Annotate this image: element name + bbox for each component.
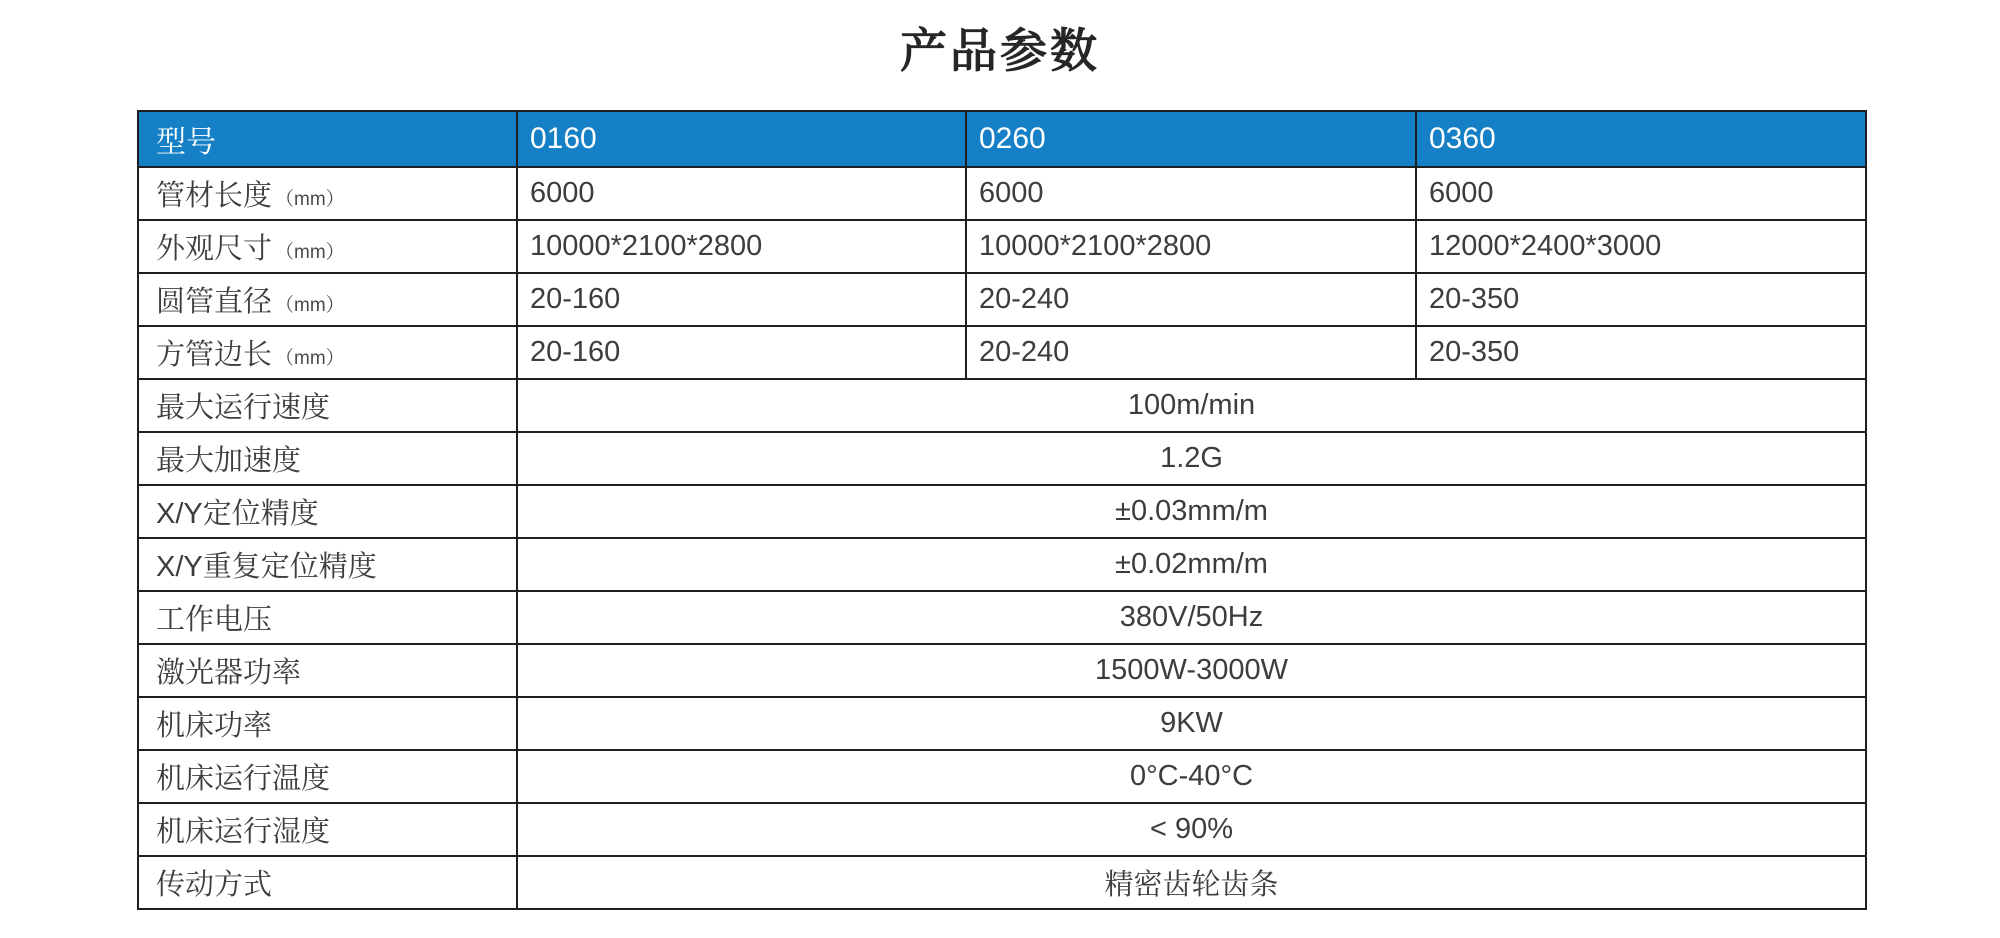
row-label: 机床运行湿度	[138, 803, 517, 856]
header-model-label: 型号	[138, 111, 517, 167]
row-label-unit: （mm）	[275, 242, 345, 263]
page-title: 产品参数	[900, 24, 1100, 77]
row-value-merged: < 90%	[517, 803, 1866, 856]
row-label: 最大运行速度	[138, 379, 517, 432]
table-row	[138, 644, 1866, 697]
row-label: 最大加速度	[138, 432, 517, 485]
row-label: 机床功率	[138, 697, 517, 750]
row-value: 20-160	[517, 273, 966, 326]
table-row	[138, 220, 1866, 273]
row-value-merged: 100m/min	[517, 379, 1866, 432]
row-label	[138, 220, 517, 273]
row-label: 激光器功率	[138, 644, 517, 697]
table-row	[138, 167, 1866, 220]
table-row	[138, 750, 1866, 803]
table-row	[138, 697, 1866, 750]
row-value-merged: ±0.02mm/m	[517, 538, 1866, 591]
row-label	[138, 273, 517, 326]
row-label-unit: （mm）	[275, 295, 345, 316]
row-value-merged: 1.2G	[517, 432, 1866, 485]
row-label-text: 圆管直径	[156, 286, 273, 318]
row-label: X/Y定位精度	[138, 485, 517, 538]
table-row	[138, 856, 1866, 909]
row-value: 12000*2400*3000	[1416, 220, 1866, 273]
row-label-text: 方管边长	[156, 339, 273, 371]
table-row	[138, 591, 1866, 644]
table-row	[138, 432, 1866, 485]
row-value: 6000	[966, 167, 1416, 220]
header-model-0260: 0260	[966, 111, 1416, 167]
row-value: 20-350	[1416, 273, 1866, 326]
table-row	[138, 485, 1866, 538]
row-value-merged: 0°C-40°C	[517, 750, 1866, 803]
table-header-row	[138, 111, 1866, 167]
table-row	[138, 538, 1866, 591]
row-value-merged: 精密齿轮齿条	[517, 856, 1866, 909]
row-label: 工作电压	[138, 591, 517, 644]
row-value-merged: 1500W-3000W	[517, 644, 1866, 697]
header-model-0360: 0360	[1416, 111, 1866, 167]
row-value: 10000*2100*2800	[517, 220, 966, 273]
row-label-unit: （mm）	[275, 189, 345, 210]
spec-table-body	[138, 167, 1866, 909]
table-row	[138, 326, 1866, 379]
table-row	[138, 803, 1866, 856]
row-value-merged: 9KW	[517, 697, 1866, 750]
row-value-merged: 380V/50Hz	[517, 591, 1866, 644]
row-value: 20-240	[966, 273, 1416, 326]
product-spec-table	[137, 110, 1867, 910]
row-value: 20-160	[517, 326, 966, 379]
row-label: 机床运行温度	[138, 750, 517, 803]
row-value: 20-350	[1416, 326, 1866, 379]
row-label-unit: （mm）	[275, 348, 345, 369]
row-value: 10000*2100*2800	[966, 220, 1416, 273]
table-row	[138, 273, 1866, 326]
row-label: X/Y重复定位精度	[138, 538, 517, 591]
header-model-0160: 0160	[517, 111, 966, 167]
row-value: 6000	[517, 167, 966, 220]
row-label: 传动方式	[138, 856, 517, 909]
row-value: 20-240	[966, 326, 1416, 379]
row-value-merged: ±0.03mm/m	[517, 485, 1866, 538]
row-label	[138, 167, 517, 220]
row-label-text: 管材长度	[156, 180, 273, 212]
row-value: 6000	[1416, 167, 1866, 220]
row-label	[138, 326, 517, 379]
row-label-text: 外观尺寸	[156, 233, 273, 265]
spec-table-container	[137, 110, 1865, 910]
table-row	[138, 379, 1866, 432]
